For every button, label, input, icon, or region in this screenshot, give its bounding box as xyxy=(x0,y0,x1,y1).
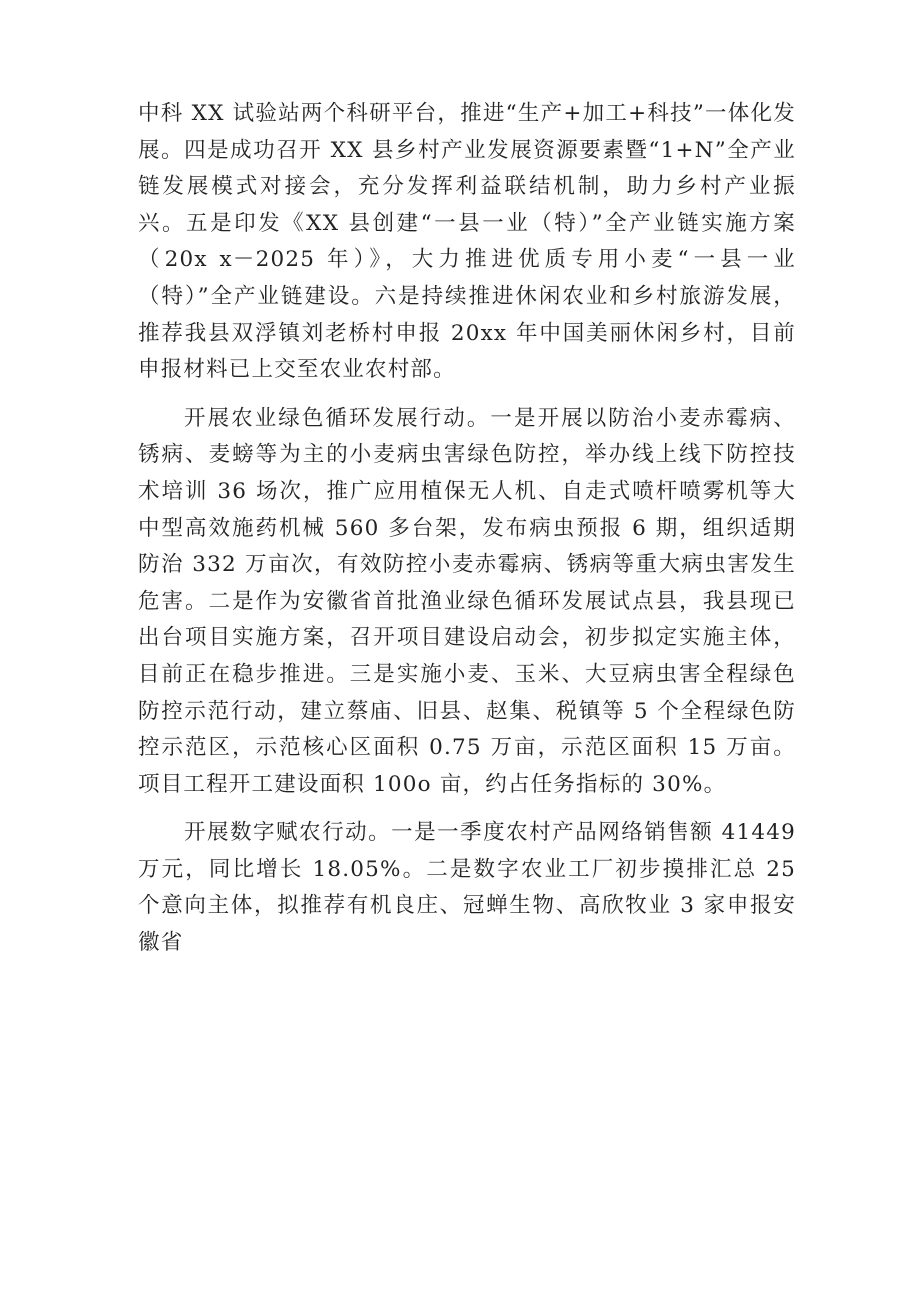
paragraph-product-chain: 中科 XX 试验站两个科研平台，推进“生产+加工+科技”一体化发展。四是成功召开 XX 县乡村产业发展资源要素暨“1+N”全产业链发展模式对接会，充分发挥利益联结机制，助力乡村产业振兴。五是印发《XX 县创建“一县一业（特）”全产业链实施方案（20x x－2025 年）》，大力推进优质专用小麦“一县一业（特）”全产业链建设。六是持续推进休闲农业和乡村旅游发展，推荐我县双浮镇刘老桥村申报 20xx 年中国美丽休闲乡村，目前申报材料已上交至农业农村部。 xyxy=(138,101,796,383)
paragraph-digital-agriculture: 开展数字赋农行动。一是一季度农村产品网络销售额 41449 万元，同比增长 18.05%。二是数字农业工厂初步摸排汇总 25 个意向主体，拟推荐有机良庄、冠蝉生物、高欣牧业 3 家申报安徽省 xyxy=(138,820,796,956)
paragraph-green-cycle: 开展农业绿色循环发展行动。一是开展以防治小麦赤霉病、锈病、麦螃等为主的小麦病虫害绿色防控，举办线上线下防控技术培训 36 场次，推广应用植保无人机、自走式喷杆喷雾机等大中型高效施药机械 560 多台架，发布病虫预报 6 期，组织适期防治 332 万亩次，有效防控小麦赤霉病、锈病等重大病虫害发生危害。二是作为安徽省首批渔业绿色循环发展试点县，我县现已出台项目实施方案，召开项目建设启动会，初步拟定实施主体，目前正在稳步推进。三是实施小麦、玉米、大豆病虫害全程绿色防控示范行动，建立蔡庙、旧县、赵集、税镇等 5 个全程绿色防控示范区，示范核心区面积 0.75 万亩，示范区面积 15 万亩。项目工程开工建设面积 100o 亩，约占任务指标的 30%。 xyxy=(138,405,796,797)
